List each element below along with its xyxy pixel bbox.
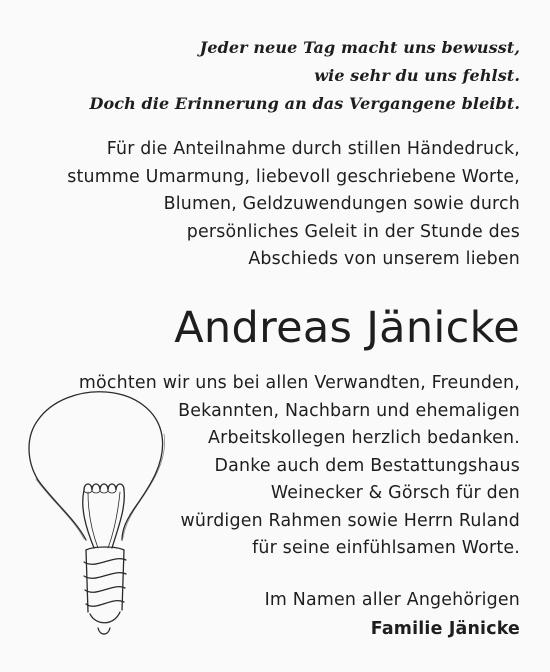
memorial-verse (90, 34, 520, 118)
closing-signature (265, 586, 520, 644)
verse-line: Jeder neue Tag macht uns bewusst, (199, 38, 520, 57)
paragraph-line: möchten wir uns bei allen Verwandten, Freunden, (78, 373, 520, 393)
closing-line: Im Namen aller Angehörigen (264, 590, 520, 610)
paragraph-line: Für die Anteilnahme durch stillen Händedruck, (106, 139, 520, 159)
lightbulb-sketch-icon (22, 388, 172, 658)
paragraph-line: Danke auch dem Bestattungshaus (214, 455, 520, 476)
family-signature: Familie Jänicke (370, 619, 520, 639)
thanks-intro-paragraph (67, 136, 520, 274)
paragraph-line: Bekannten, Nachbarn und ehemaligen (178, 400, 520, 421)
paragraph-line: persönliches Geleit in der Stunde des (186, 221, 520, 242)
paragraph-line: für seine einfühlsamen Worte. (252, 538, 520, 558)
paragraph-line: Abschieds von unserem lieben (248, 249, 520, 269)
paragraph-line: Arbeitskollegen herzlich bedanken. (208, 428, 520, 448)
paragraph-line: Blumen, Geldzuwendungen sowie durch (163, 194, 520, 214)
paragraph-line: Weinecker & Görsch für den (270, 483, 520, 503)
paragraph-line: stumme Umarmung, liebevoll geschriebene Worte, (67, 166, 520, 187)
verse-line: Doch die Erinnerung an das Vergangene bleibt. (89, 94, 520, 113)
paragraph-line: würdigen Rahmen sowie Herrn Ruland (180, 510, 520, 531)
verse-line: wie sehr du uns fehlst. (314, 66, 520, 85)
deceased-name: Andreas Jänicke (174, 303, 520, 353)
